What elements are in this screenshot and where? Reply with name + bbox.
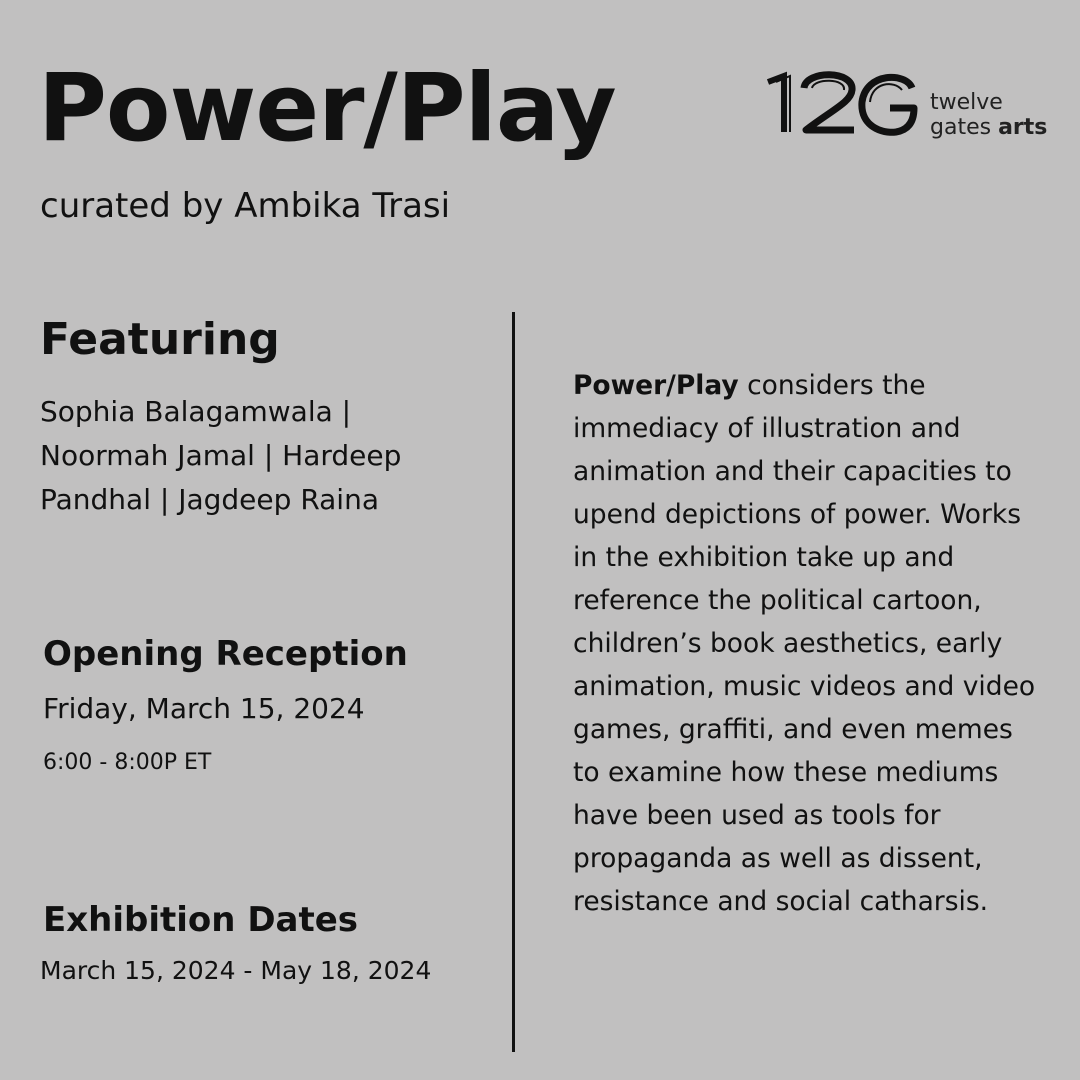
twelve-gates-arts-logo (762, 66, 1052, 146)
logo-line-2-bold: arts (998, 115, 1048, 140)
opening-reception-heading: Opening Reception (43, 634, 408, 674)
opening-reception-date: Friday, March 15, 2024 (43, 692, 365, 725)
featuring-heading: Featuring (40, 314, 280, 365)
logo-line-2-plain: gates (930, 115, 992, 140)
logo-wordmark (930, 90, 1047, 140)
vertical-divider (512, 312, 515, 1052)
description-lead: Power/Play (573, 370, 739, 401)
logo-line-1: twelve (930, 90, 1003, 115)
exhibition-title: Power/Play (38, 54, 616, 163)
description-body: considers the immediacy of illustration and animation and their capacities to upend depictions of power. Works in the exhibition take up and reference the political cartoon, children’s book aesthetics, early animation, music videos and video games, graffiti, and even memes to examine how these mediums have been used as tools for propaganda as well as dissent, resistance and social catharsis. (573, 370, 1036, 917)
exhibition-description (573, 364, 1043, 923)
12g-logo-mark-icon (762, 66, 922, 146)
opening-reception-time: 6:00 - 8:00P ET (43, 750, 212, 775)
artist-list: Sophia Balagamwala | Noormah Jamal | Hardeep Pandhal | Jagdeep Raina (40, 395, 402, 516)
logo-line-2 (930, 115, 1047, 140)
exhibition-date-range: March 15, 2024 - May 18, 2024 (40, 956, 432, 985)
curator-credit: curated by Ambika Trasi (40, 186, 451, 226)
exhibition-dates-heading: Exhibition Dates (43, 900, 359, 940)
